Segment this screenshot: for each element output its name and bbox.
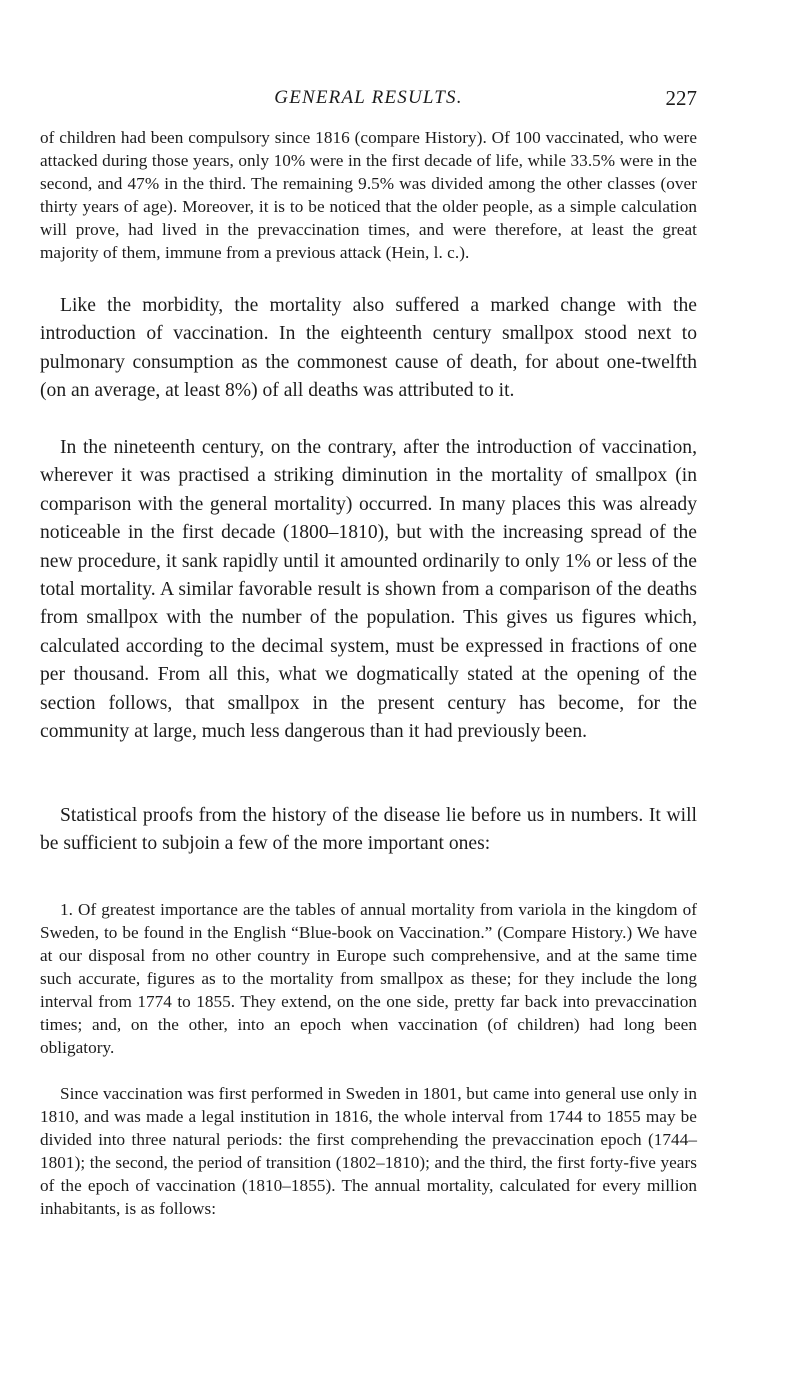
paragraph-continued: of children had been compulsory since 1816 (compare History). Of 100 vaccinated, who were attacked during those years, only 10% were in the first decade of life, while 33.5% were in the second, and 47% in the third. The remaining 9.5% was divided among the other classes (over thirty years of age). Moreover, it is to be noticed that the older people, as a simple calculation will prove, had lived in the prevaccination times, and were therefore, at least the great majority of them, immune from a previous attack (Hein, l. c.). xyxy=(40,128,697,262)
running-head xyxy=(40,86,697,114)
paragraph-mortality-change: Like the morbidity, the mortality also suffered a marked change with the introduction of vaccination. In the eighteenth century smallpox stood next to pulmonary consumption as the commonest cause of death, for about one-twelfth (on an average, at least 8%) of all deaths was attributed to it. xyxy=(40,295,697,402)
paragraph-statistical-proofs: Statistical proofs from the history of the disease lie before us in numbers. It will be sufficient to subjoin a few of the more important ones: xyxy=(40,805,697,855)
paragraph-sweden-tables: 1. Of greatest importance are the tables of annual mortality from variola in the kingdom of Sweden, to be found in the English “Blue-book on Vaccination.” (Compare History.) We have at our disposal from no other country in Europe such comprehensive, and at the same time such accurate, figures as to the mortality from smallpox as these; for they include the long interval from 1774 to 1855. They extend, on the one side, pretty far back into prevaccination times; and, on the other, into an epoch when vaccination (of children) had long been obligatory. xyxy=(40,900,697,1057)
page-number: 227 xyxy=(665,86,697,110)
paragraph-nineteenth-century: In the nineteenth century, on the contrary, after the introduction of vaccination, wherever it was practised a striking diminution in the mortality of smallpox (in comparison with the general mortality) occurred. In many places this was already noticeable in the first decade (1800–1810), but with the increasing spread of the new procedure, it sank rapidly until it amounted ordinarily to only 1% or less of the total mortality. A similar favorable result is shown from a comparison of the deaths from smallpox with the number of the population. This gives us figures which, calculated according to the decimal system, must be expressed in fractions of one per thousand. From all this, what we dogmatically stated at the opening of the section follows, that smallpox in the present century has become, for the community at large, much less dangerous than it had previously been. xyxy=(40,437,697,743)
paragraph-sweden-periods: Since vaccination was first performed in Sweden in 1801, but came into general use only in 1810, and was made a legal institution in 1816, the whole interval from 1744 to 1855 may be divided into three natural periods: the first comprehending the prevaccination epoch (1744–1801); the second, the period of transition (1802–1810); and the third, the first forty-five years of the epoch of vaccination (1810–1855). The annual mortality, calculated for every million inhabitants, is as follows: xyxy=(40,1084,697,1218)
running-head-title: GENERAL RESULTS. xyxy=(274,87,463,108)
